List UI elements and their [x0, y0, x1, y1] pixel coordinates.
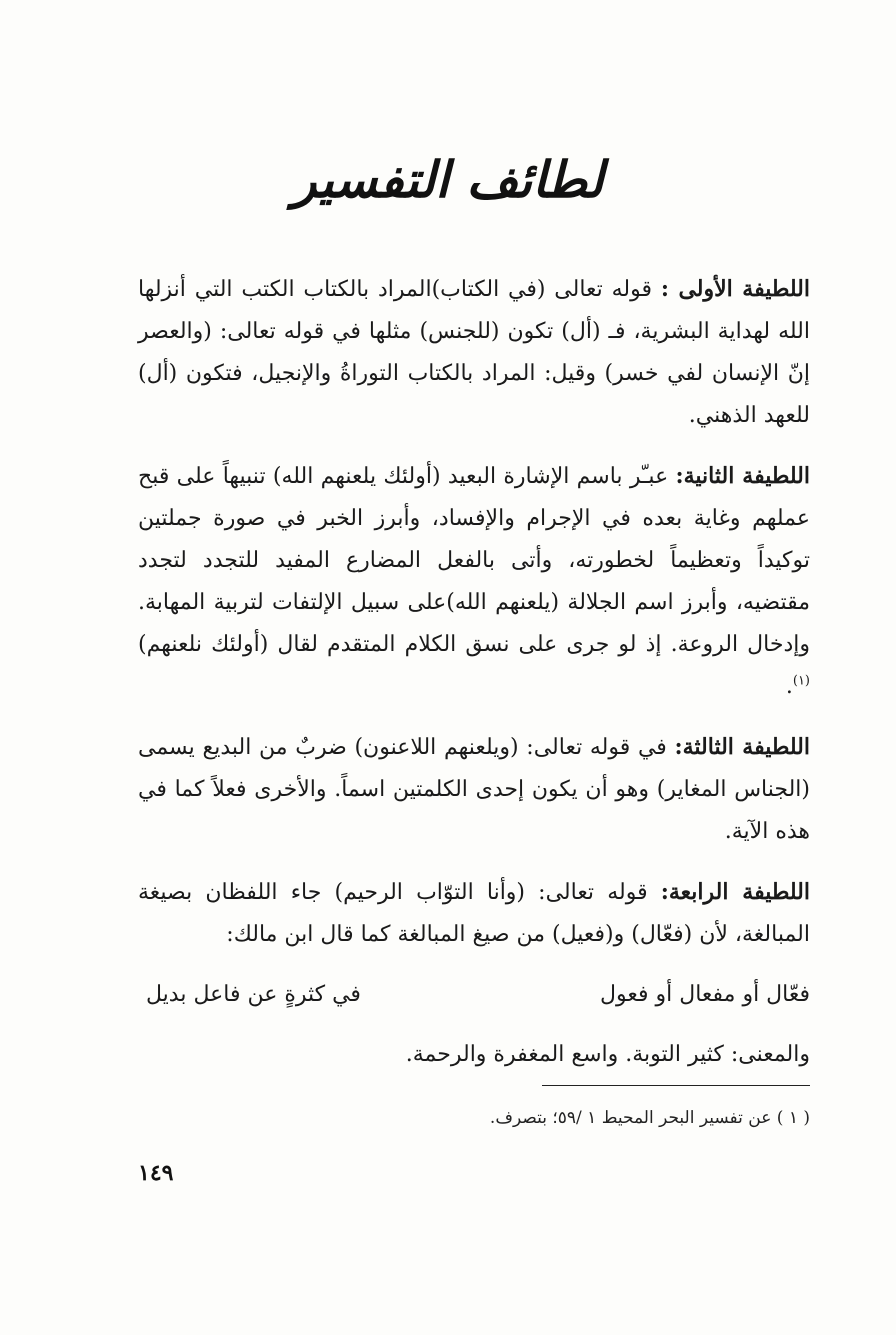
verse-first-hemistich: فعّال أو مفعال أو فعول [600, 982, 810, 1007]
paragraph-3 [138, 726, 810, 853]
paragraph-4 [138, 871, 810, 956]
closing-line: والمعنى: كثير التوبة. واسع المغفرة والرحمة. [405, 1042, 810, 1067]
footnote-divider [542, 1085, 810, 1086]
footnote: ( ١ ) عن تفسير البحر المحيط ١ /٥٩؛ بتصرف. [489, 1108, 810, 1128]
paragraph-4-text: قوله تعالى: (وأنا التوّاب الرحيم) جاء اللفظان بصيغة المبالغة، لأن (فعّال) و(فعيل) من صيغ المبالغة كما قال ابن مالك: [138, 880, 810, 947]
paragraph-2 [138, 455, 810, 708]
paragraph-1 [138, 268, 810, 437]
paragraph-3-text: في قوله تعالى: (ويلعنهم اللاعنون) ضربٌ من البديع يسمى (الجناس المغاير) وهو أن يكون إحدى الكلمتين اسماً. والأخرى فعلاً كما في هذه الآية. [138, 735, 810, 844]
paragraph-2-heading: اللطيفة الثانية: [675, 463, 811, 489]
paragraph-3-heading: اللطيفة الثالثة: [674, 734, 810, 760]
paragraph-1-text: قوله تعالى (في الكتاب)المراد بالكتاب الكتب التي أنزلها الله لهداية البشرية، فـ (أل) تكون (للجنس) مثلها في قوله تعالى: (والعصر إنّ الإنسان لفي خسر) وقيل: المراد بالكتاب التوراةُ والإنجيل، فتكون (أل) للعهد الذهني. [138, 277, 810, 428]
page-title: لطائف التفسير [292, 150, 604, 209]
poetry-verse [138, 974, 810, 1016]
paragraph-1-heading: اللطيفة الأولى : [660, 276, 810, 302]
footnote-reference: (١) [792, 673, 810, 689]
verse-second-hemistich: في كثرةٍ عن فاعل بديل [146, 982, 361, 1007]
page-number: ١٤٩ [138, 1160, 174, 1186]
paragraph-2-tail: . [785, 674, 793, 699]
paragraph-2-text: عبـّر باسم الإشارة البعيد (أولئك يلعنهم الله) تنبيهاً على قبح عملهم وغاية بعده في الإجرام والإفساد، وأبرز الخبر في صورة جملتين توكيداً وتعظيماً لخطورته، وأتى بالفعل المضارع المفيد للتجدد لتجدد مقتضيه، وأبرز اسم الجلالة (يلعنهم الله)على سبيل الإلتفات لتربية المهابة. وإدخال الروعة. إذ لو جرى على نسق الكلام المتقدم لقال (أولئك نلعنهم) [138, 464, 810, 657]
main-text [138, 268, 810, 1094]
paragraph-4-heading: اللطيفة الرابعة: [660, 879, 810, 905]
